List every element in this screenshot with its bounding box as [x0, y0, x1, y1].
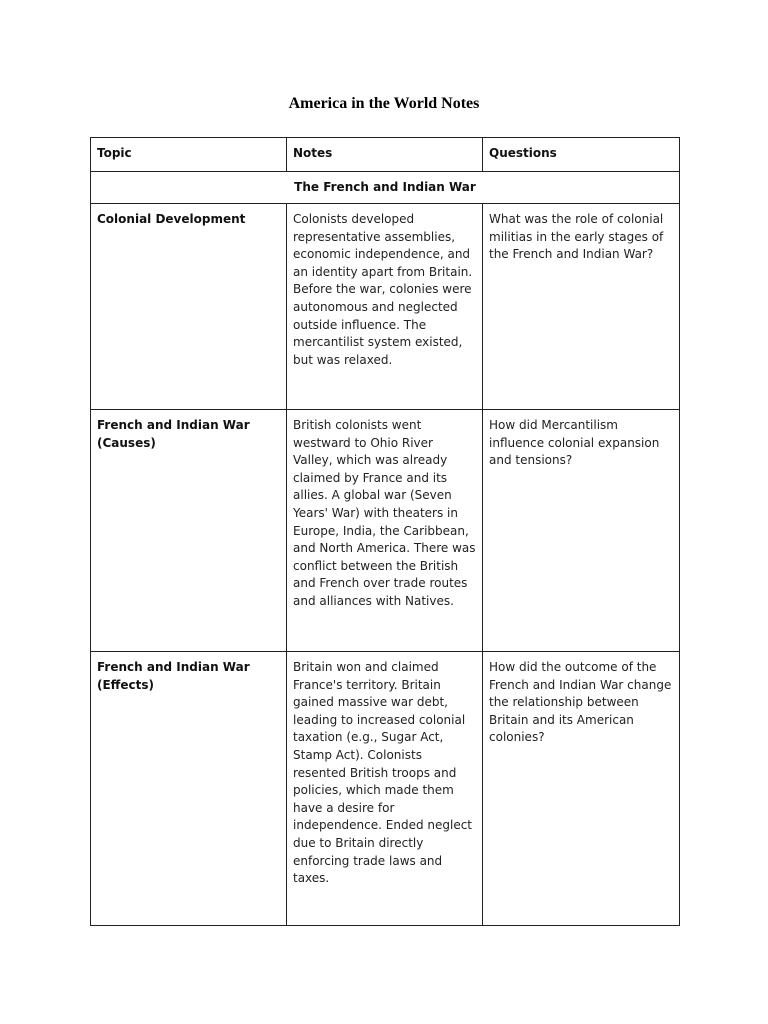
notes-cell: Britain won and claimed France's territory. Britain gained massive war debt, leading to increased colonial taxation (e.g., Sugar Act, Stamp Act). Colonists resented British troops and policies, which made them have a desire for independence. Ended neglect due to Britain directly enforcing trade laws and taxes. [287, 652, 483, 926]
table-row [91, 204, 680, 410]
topic-cell: French and Indian War (Effects) [91, 652, 287, 926]
notes-cell: British colonists went westward to Ohio River Valley, which was already claimed by France and its allies. A global war (Seven Years' War) with theaters in Europe, India, the Caribbean, and North America. There was conflict between the British and French over trade routes and alliances with Natives. [287, 410, 483, 652]
topic-cell: French and Indian War (Causes) [91, 410, 287, 652]
header-questions: Questions [483, 138, 680, 172]
document-title: America in the World Notes [288, 95, 480, 112]
notes-table [90, 137, 680, 926]
header-topic: Topic [91, 138, 287, 172]
question-cell: How did the outcome of the French and Indian War change the relationship between Britain and its American colonies? [483, 652, 680, 926]
topic-cell: Colonial Development [91, 204, 287, 410]
section-row [91, 172, 680, 204]
table-row [91, 410, 680, 652]
table-row [91, 652, 680, 926]
notes-cell: Colonists developed representative assemblies, economic independence, and an identity apart from Britain. Before the war, colonies were autonomous and neglected outside influence. The mercantilist system existed, but was relaxed. [287, 204, 483, 410]
header-notes: Notes [287, 138, 483, 172]
section-title: The French and Indian War [91, 172, 680, 204]
question-cell: How did Mercantilism influence colonial expansion and tensions? [483, 410, 680, 652]
question-cell: What was the role of colonial militias in the early stages of the French and Indian War? [483, 204, 680, 410]
table-header-row [91, 138, 680, 172]
